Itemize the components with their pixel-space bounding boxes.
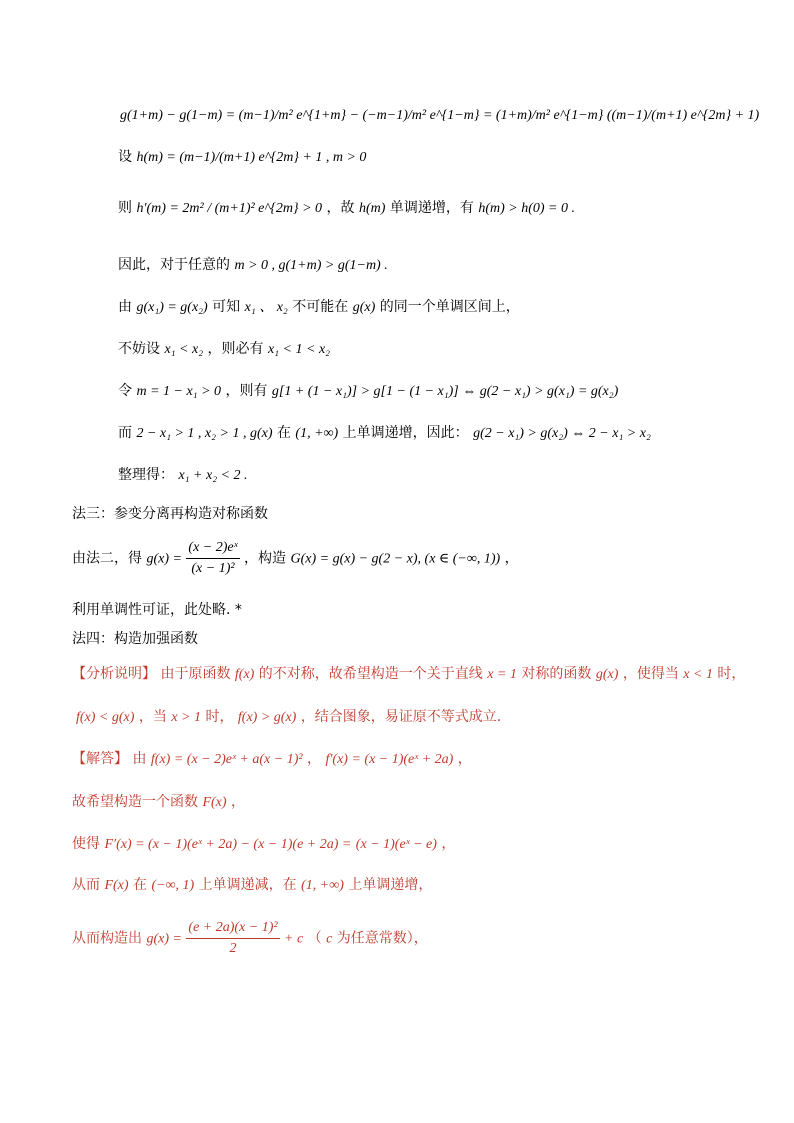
construct-F-line: 故希望构造一个函数 F(x) ， bbox=[72, 794, 245, 810]
equation-text: g(1+m) − g(1−m) = (m−1)/m² e^{1+m} − (−m−1)/m² e^{1−m} = (1+m)/m² e^{1−m} ((m−1)/(m+1) e^{2m} + 1) bbox=[120, 108, 760, 123]
define-h-line: 设 h(m) = (m−1)/(m+1) e^{2m} + 1 , m > 0 bbox=[118, 149, 367, 165]
interval-line: 由 g(x₁) = g(x₂) 可知 x₁ 、 x₂ 不可能在 g(x) 的同一个单调区间上， bbox=[118, 299, 520, 315]
construct-g-line: 从而构造出 g(x) = $\frac{\text{(e + 2a)(x − 1)²}}{2}$ + c （ c 为任意常数）， bbox=[72, 918, 428, 959]
F-derivative-line: 使得 F′(x) = (x − 1)(eˣ + 2a) − (x − 1)(e + 2a) = (x − 1)(eˣ − e) ， bbox=[72, 836, 456, 852]
analysis-tag: 【分析说明】 bbox=[72, 666, 156, 682]
equation-g-difference bbox=[120, 106, 759, 125]
method-four-heading: 法四：构造加强函数 bbox=[72, 631, 198, 647]
solution-line: 【解答】 由 f(x) = (x − 2)eˣ + a(x − 1)² ， f′(x) = (x − 1)(eˣ + 2a) ， bbox=[72, 751, 472, 767]
fraction: $\frac{\text{(x − 2)eˣ}}{\text{(x − 1)²}}$ bbox=[188, 540, 238, 576]
method-three-heading: 法三：参变分离再构造对称函数 bbox=[72, 506, 268, 522]
therefore-line: 因此，对于任意的 m > 0 , g(1+m) > g(1−m) . bbox=[118, 257, 388, 273]
monotone-line: 而 2 − x₁ > 1 , x₂ > 1 , g(x) 在 (1, +∞) 上单调递增，因此： g(2 − x₁) > g(x₂) ⇔ 2 − x₁ > x₂ bbox=[118, 425, 651, 441]
assume-line: 不妨设 x₁ < x₂ ，则必有 x₁ < 1 < x₂ bbox=[118, 341, 331, 357]
analysis-line: 【分析说明】 由于原函数 f(x) 的不对称，故希望构造一个关于直线 x = 1 对称的函数 g(x) ，使得当 x < 1 时， bbox=[72, 666, 746, 682]
h-derivative-line: 则 h′(m) = 2m² / (m+1)² e^{2m} > 0 ，故 h(m) 单调递增，有 h(m) > h(0) = 0 . bbox=[118, 200, 575, 216]
method-two-construct-line: 由法二，得 g(x) = $\frac{\text{(x − 2)eˣ}}{\text{(x − 1)²}}$ ，构造 G(x) = g(x) − g(2 − x), (x ∈ (−∞, 1)) ， bbox=[72, 538, 519, 579]
F-monotone-line: 从而 F(x) 在 (−∞, 1) 上单调递减，在 (1, +∞) 上单调递增， bbox=[72, 877, 433, 893]
omitted-proof-line: 利用单调性可证，此处略. * bbox=[72, 602, 242, 618]
let-m-line: 令 m = 1 − x₁ > 0 ，则有 g[1 + (1 − x₁)] > g[1 − (1 − x₁)] ⇔ g(2 − x₁) > g(x₁) = g(x₂) bbox=[118, 383, 619, 399]
fraction: $\frac{\text{(e + 2a)(x − 1)²}}{2}$ bbox=[188, 920, 278, 956]
conclusion-line: 整理得： x₁ + x₂ < 2 . bbox=[118, 467, 248, 483]
solution-tag: 【解答】 bbox=[72, 751, 128, 767]
analysis-line-2: f(x) < g(x) ，当 x > 1 时， f(x) > g(x) ，结合图象，易证原不等式成立. bbox=[76, 709, 502, 725]
